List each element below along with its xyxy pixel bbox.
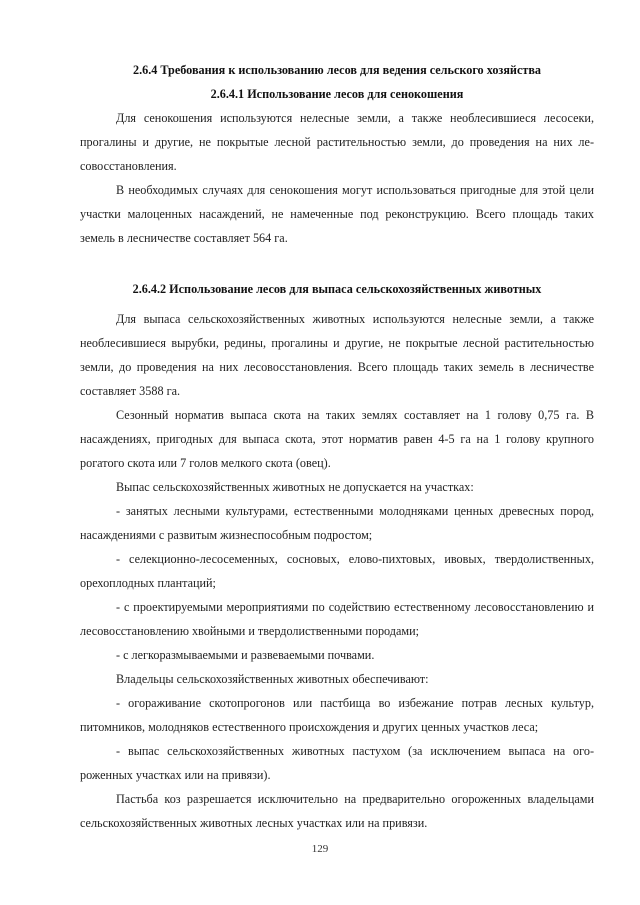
list-item: - с легкоразмываемыми и развеваемыми почвами. (116, 648, 375, 662)
document-page (80, 58, 594, 835)
list-item: - с проектируемыми мероприятиями по содействию естественному лесовосстановлению и лесовосстановлению хвойными и твердолиственными породами; (80, 600, 594, 638)
paragraph: Сезонный норматив выпаса скота на таких землях составляет на 1 голову 0,75 га. В насаждениях, пригодных для выпаса скота, этот норматив равен 4-5 га на 1 голову крупного рогатого скота или 7 голов мелкого скота (овец). (80, 408, 594, 470)
paragraph: Для выпаса сельскохозяйственных животных используются нелесные земли, а также необлесившиеся вырубки, редины, прогалины и другие, не покрытые лесной растительностью земли, до проведения на них лесовосстановления. Всего площадь таких земель в лесничестве составляет 3588 га. (80, 312, 594, 398)
spacer (80, 250, 594, 277)
section-heading: 2.6.4 Требования к использованию лесов для ведения сельского хозяйства (132, 63, 542, 77)
list-item: - огораживание скотопрогонов или пастбища во избежание потрав лесных культур, питомников, молодняков естественного происхождения и других ценных участков леса; (80, 696, 594, 734)
subsection-heading-grazing: 2.6.4.2 Использование лесов для выпаса сельскохозяйственных животных (132, 282, 542, 296)
paragraph: Владельцы сельскохозяйственных животных обеспечивают: (116, 672, 429, 686)
page-number: 129 (311, 843, 329, 855)
paragraph: В необходимых случаях для сенокошения могут использоваться пригодные для этой цели участки малоценных насаждений, не намеченные под реконструкцию. Всего площадь таких земель в лесничестве составляет 564 га. (80, 183, 594, 245)
list-item: - селекционно-лесосеменных, сосновых, елово-пихтовых, ивовых, твердолиственных, орехоплодных плантаций; (80, 552, 594, 590)
paragraph: Для сенокошения используются нелесные земли, а также необлесившиеся лесосеки, прогалины и другие, не покрытые лесной растительностью земли, до проведения на них лесовосстановления. (80, 111, 594, 173)
paragraph: Выпас сельскохозяйственных животных не допускается на участках: (116, 480, 474, 494)
list-item: - выпас сельскохозяйственных животных пастухом (за исключением выпаса на огороженных участках или на привязи). (80, 744, 594, 782)
subsection-heading-hay-mowing: 2.6.4.1 Использование лесов для сенокошения (210, 87, 464, 101)
list-item: - занятых лесными культурами, естественными молодняками ценных древесных пород, насаждениями с развитым жизнеспособным подростом; (80, 504, 594, 542)
paragraph: Пастьба коз разрешается исключительно на предварительно огороженных владельцами сельскохозяйственных животных лесных участках или на привязи. (80, 792, 594, 830)
